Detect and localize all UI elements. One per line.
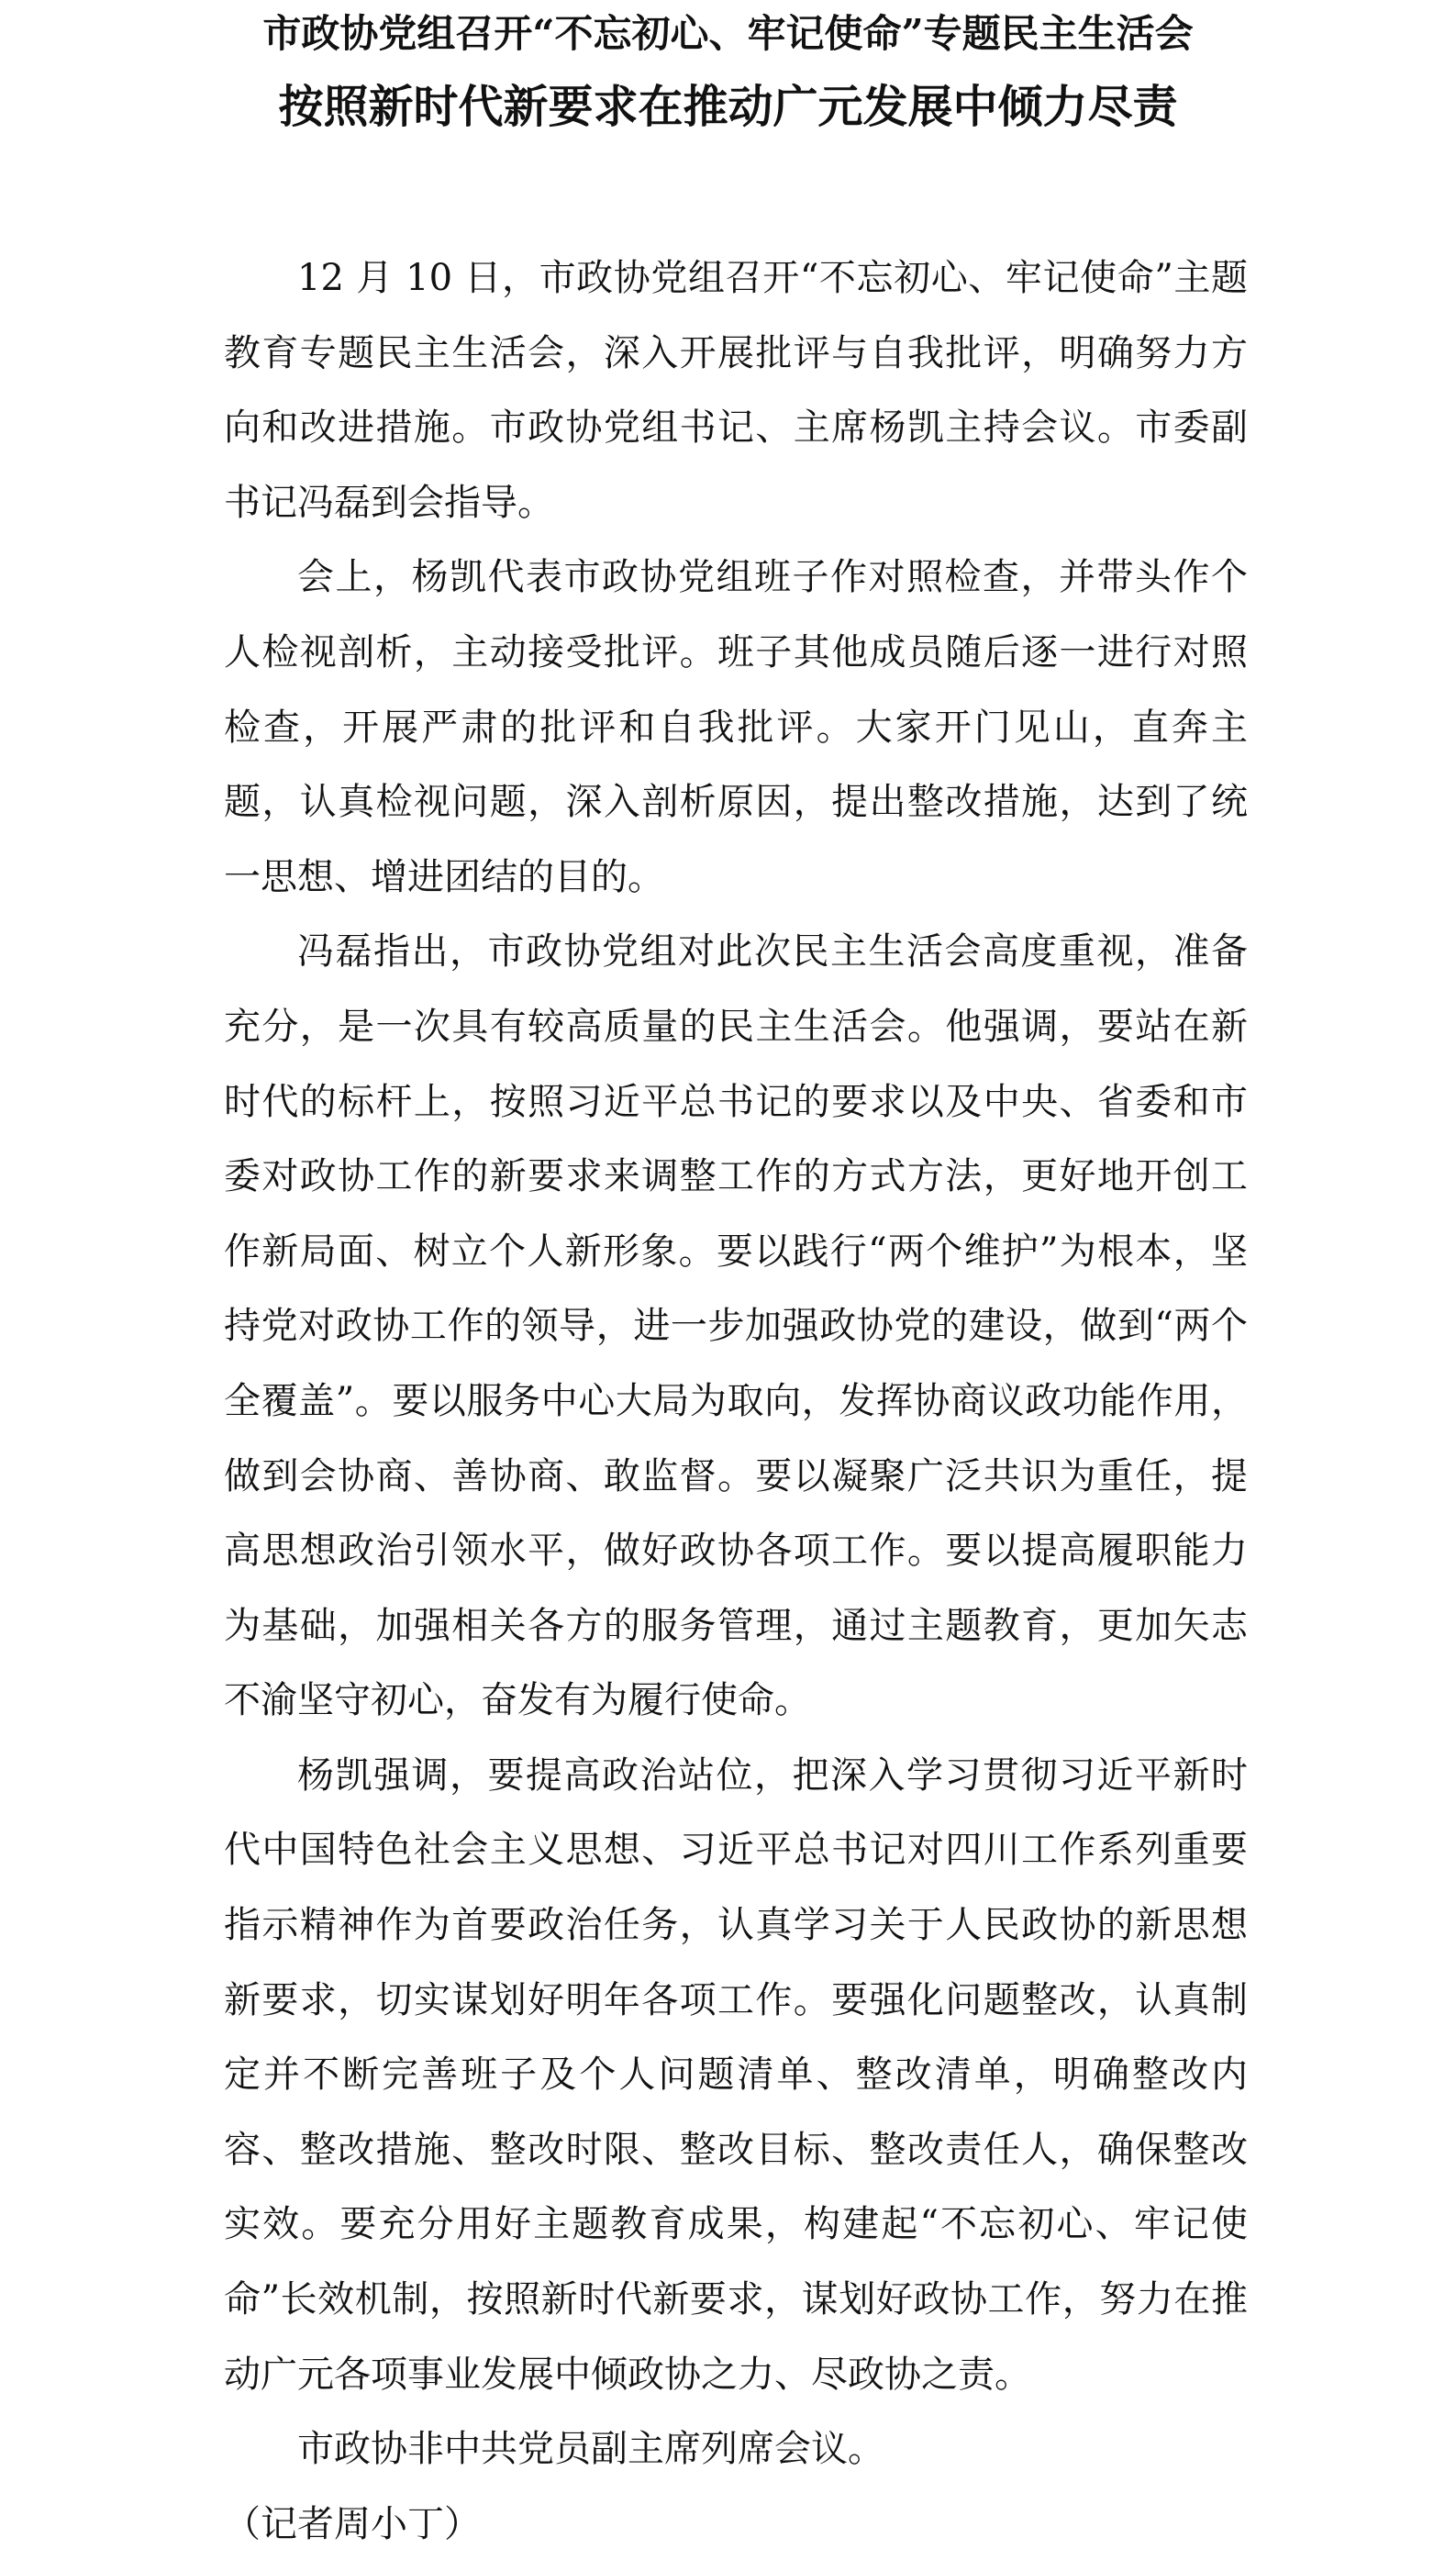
article-body bbox=[224, 241, 1248, 2562]
paragraph-attendance: 市政协非中共党员副主席列席会议。 bbox=[297, 2428, 884, 2471]
article-title: 市政协党组召开“不忘初心、牢记使命”专题民主生活会 bbox=[262, 11, 1194, 56]
paragraph-feng-lei-remarks: 冯磊指出，市政协党组对此次民主生活会高度重视，准备充分，是一次具有较高质量的民主生活会。他强调，要站在新时代的标杆上，按照习近平总书记的要求以及中央、省委和市委对政协工作的新要求来调整工作的方式方法，更好地开创工作新局面、树立个人新形象。要以践行“两个维护”为根本，坚持党对政协工作的领导，进一步加强政协党的建设，做到“两个全覆盖”。要以服务中心大局为取向，发挥协商议政功能作用，做到会协商、善协商、敢监督。要以凝聚广泛共识为重任，提高思想政治引领水平，做好政协各项工作。要以提高履职能力为基础，加强相关各方的服务管理，通过主题教育，更加矢志不渝坚守初心，奋发有为履行使命。 bbox=[224, 930, 1248, 1722]
paragraph-self-criticism: 会上，杨凯代表市政协党组班子作对照检查，并带头作个人检视剖析，主动接受批评。班子其他成员随后逐一进行对照检查，开展严肃的批评和自我批评。大家开门见山，直奔主题，认真检视问题，深入剖析原因，提出整改措施，达到了统一思想、增进团结的目的。 bbox=[224, 556, 1248, 898]
reporter-byline: （记者周小丁） bbox=[224, 2502, 481, 2545]
paragraph-meeting-intro: 12 月 10 日，市政协党组召开“不忘初心、牢记使命”主题教育专题民主生活会，深入开展批评与自我批评，明确努力方向和改进措施。市政协党组书记、主席杨凯主持会议。市委副书记冯磊到会指导。 bbox=[224, 257, 1248, 524]
article-subtitle: 按照新时代新要求在推动广元发展中倾力尽责 bbox=[278, 80, 1178, 133]
paragraph-yang-kai-remarks: 杨凯强调，要提高政治站位，把深入学习贯彻习近平新时代中国特色社会主义思想、习近平总书记对四川工作系列重要指示精神作为首要政治任务，认真学习关于人民政协的新思想新要求，切实谋划好明年各项工作。要强化问题整改，认真制定并不断完善班子及个人问题清单、整改清单，明确整改内容、整改措施、整改时限、整改目标、整改责任人，确保整改实效。要充分用好主题教育成果，构建起“不忘初心、牢记使命”长效机制，按照新时代新要求，谋划好政协工作，努力在推动广元各项事业发展中倾政协之力、尽政协之责。 bbox=[224, 1753, 1248, 2396]
